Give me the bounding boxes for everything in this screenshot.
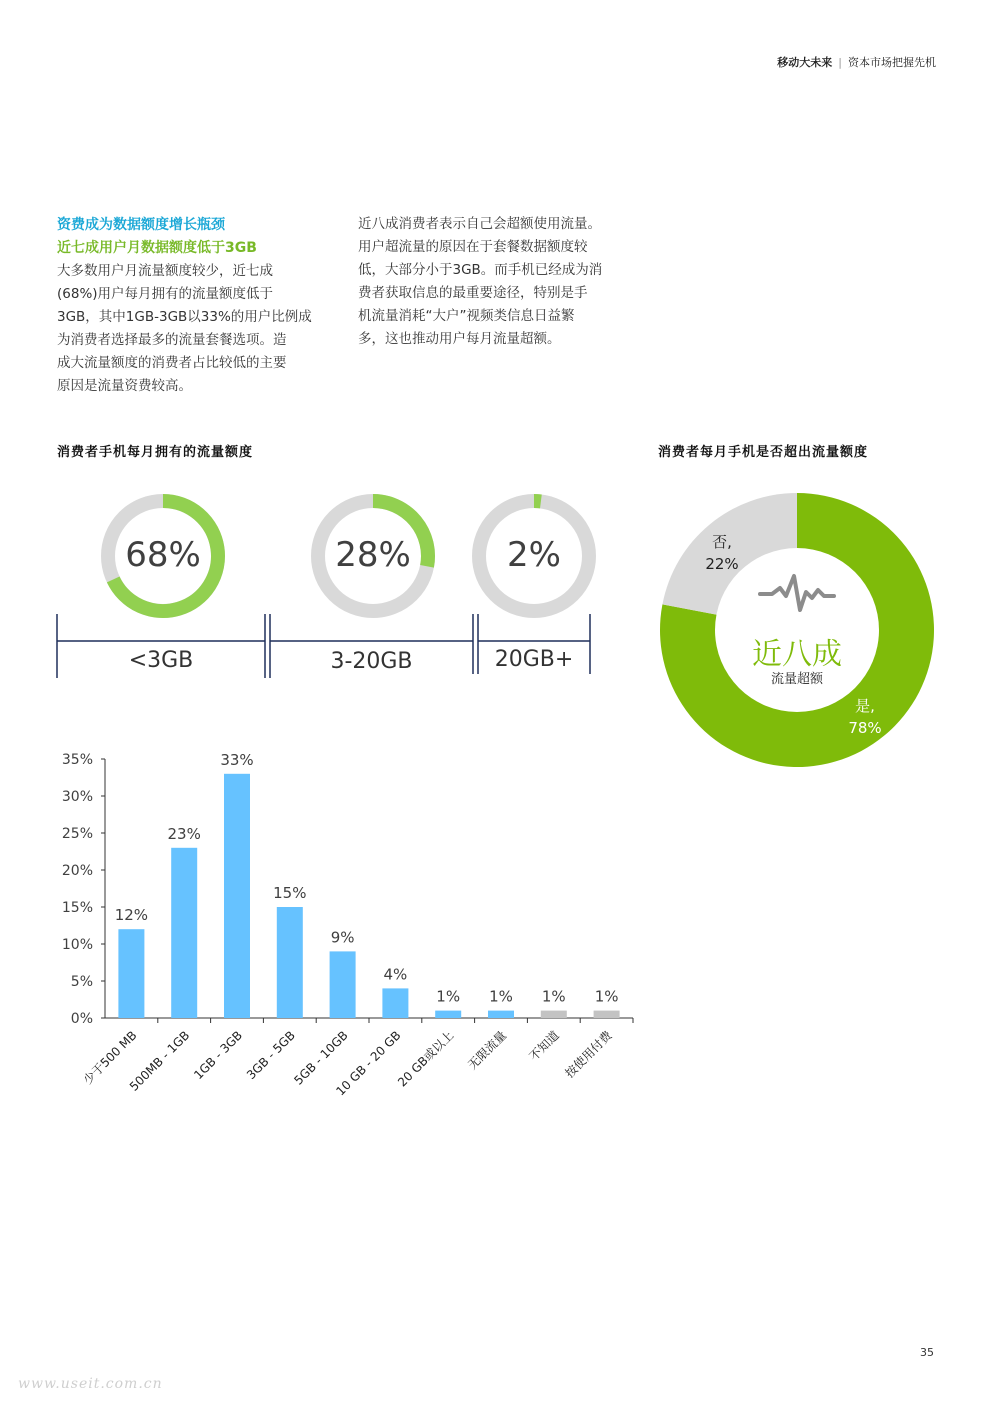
slice-label-yes-pct: 78% [848, 719, 882, 737]
running-header [777, 54, 936, 70]
bar-value-label: 33% [220, 750, 254, 769]
intro-heading-2: 近七成用户月数据额度低于3GB [57, 240, 257, 256]
bar [118, 929, 144, 1018]
bar-value-label: 1% [436, 987, 461, 1006]
donut-value-label: 28% [335, 535, 411, 575]
x-category-label: 20 GB或以上 [395, 1028, 457, 1090]
x-category-label: 少于500 MB [80, 1028, 140, 1088]
intro-right-line: 近八成消费者表示自己会超额使用流量。 [358, 216, 601, 232]
bar-value-label: 15% [273, 884, 307, 902]
bar-value-label: 12% [114, 906, 149, 925]
page-number: 35 [920, 1346, 934, 1359]
bar [330, 951, 356, 1018]
header-subtitle: 资本市场把握先机 [848, 56, 936, 69]
bar-value-label: 1% [541, 987, 566, 1006]
y-tick-label: 0% [70, 1011, 93, 1027]
intro-right-line: 多，这也推动用户每月流量超额。 [358, 331, 561, 347]
bar [488, 1011, 514, 1018]
bar [171, 848, 197, 1018]
intro-right-line: 费者获取信息的最重要途径，特别是手 [358, 285, 588, 301]
intro-left-line: 3GB，其中1GB-3GB以33%的用户比例成 [57, 309, 312, 325]
slice-label-yes [840, 695, 890, 739]
slice-label-yes-name: 是, [855, 697, 875, 715]
slice-label-no-pct: 22% [705, 555, 739, 573]
x-category-label: 按使用付费 [562, 1028, 615, 1081]
x-category-label: 不知道 [526, 1028, 562, 1064]
intro-left-paragraph [57, 260, 347, 398]
slice-label-no-name: 否, [712, 533, 732, 551]
intro-right-line: 低，大部分小于3GB。而手机已经成为消 [358, 262, 603, 278]
donut-value-label: 68% [125, 535, 201, 575]
intro-left-line: 大多数用户月流量额度较少，近七成 [57, 263, 273, 279]
bar-value-label: 23% [167, 824, 201, 843]
donut-center-subtitle: 流量超额 [770, 672, 823, 687]
y-tick-label: 25% [61, 826, 93, 842]
intro-left-line: 成大流量额度的消费者占比较低的主要 [57, 355, 287, 371]
y-tick-label: 35% [61, 752, 93, 768]
range-label: <3GB [128, 648, 194, 673]
range-label: 20GB+ [494, 647, 574, 672]
bar [224, 774, 250, 1018]
right-chart-title: 消费者每月手机是否超出流量额度 [658, 445, 869, 460]
x-category-label: 500MB - 1GB [126, 1028, 193, 1094]
left-chart-title: 消费者手机每月拥有的流量额度 [57, 445, 254, 460]
range-label: 3-20GB [330, 649, 413, 674]
intro-left-column [57, 214, 347, 398]
x-category-label: 1GB - 3GB [191, 1028, 246, 1083]
intro-heading-1: 资费成为数据额度增长瓶颈 [57, 217, 225, 233]
bar-value-label: 9% [330, 928, 355, 947]
x-category-label: 10 GB - 20 GB [333, 1028, 404, 1099]
intro-left-line: 原因是流量资费较高。 [57, 378, 192, 394]
intro-left-line: (68%)用户每月拥有的流量额度低于 [57, 286, 274, 302]
bar [594, 1011, 620, 1018]
y-tick-label: 15% [61, 900, 93, 916]
header-title: 移动大未来 [777, 56, 833, 69]
slice-label-no [700, 531, 744, 575]
bar-value-label: 4% [383, 965, 408, 984]
donut-center-title: 近八成 [752, 637, 842, 672]
watermark: www.useit.com.cn [18, 1376, 163, 1392]
bar-value-label: 1% [594, 987, 619, 1006]
intro-right-line: 用户超流量的原因在于套餐数据额度较 [358, 239, 588, 255]
donut-value-label: 2% [507, 535, 561, 575]
intro-left-line: 为消费者选择最多的流量套餐选项。造 [57, 332, 287, 348]
bar [382, 988, 408, 1018]
y-tick-label: 30% [61, 789, 93, 805]
intro-right-paragraph [358, 213, 648, 351]
y-tick-label: 20% [61, 863, 93, 879]
x-category-label: 无限流量 [465, 1028, 510, 1073]
x-category-label: 3GB - 5GB [243, 1028, 298, 1083]
y-tick-label: 10% [61, 937, 93, 953]
intro-right-line: 机流量消耗“大户”视频类信息日益繁 [358, 308, 575, 324]
y-tick-label: 5% [70, 974, 93, 990]
bar [277, 907, 303, 1018]
header-separator: | [838, 56, 842, 69]
allowance-bar-chart [0, 740, 660, 1120]
bar [435, 1011, 461, 1018]
x-category-label: 5GB - 10GB [291, 1028, 351, 1088]
bar-value-label: 1% [489, 987, 513, 1006]
bar [541, 1011, 567, 1018]
